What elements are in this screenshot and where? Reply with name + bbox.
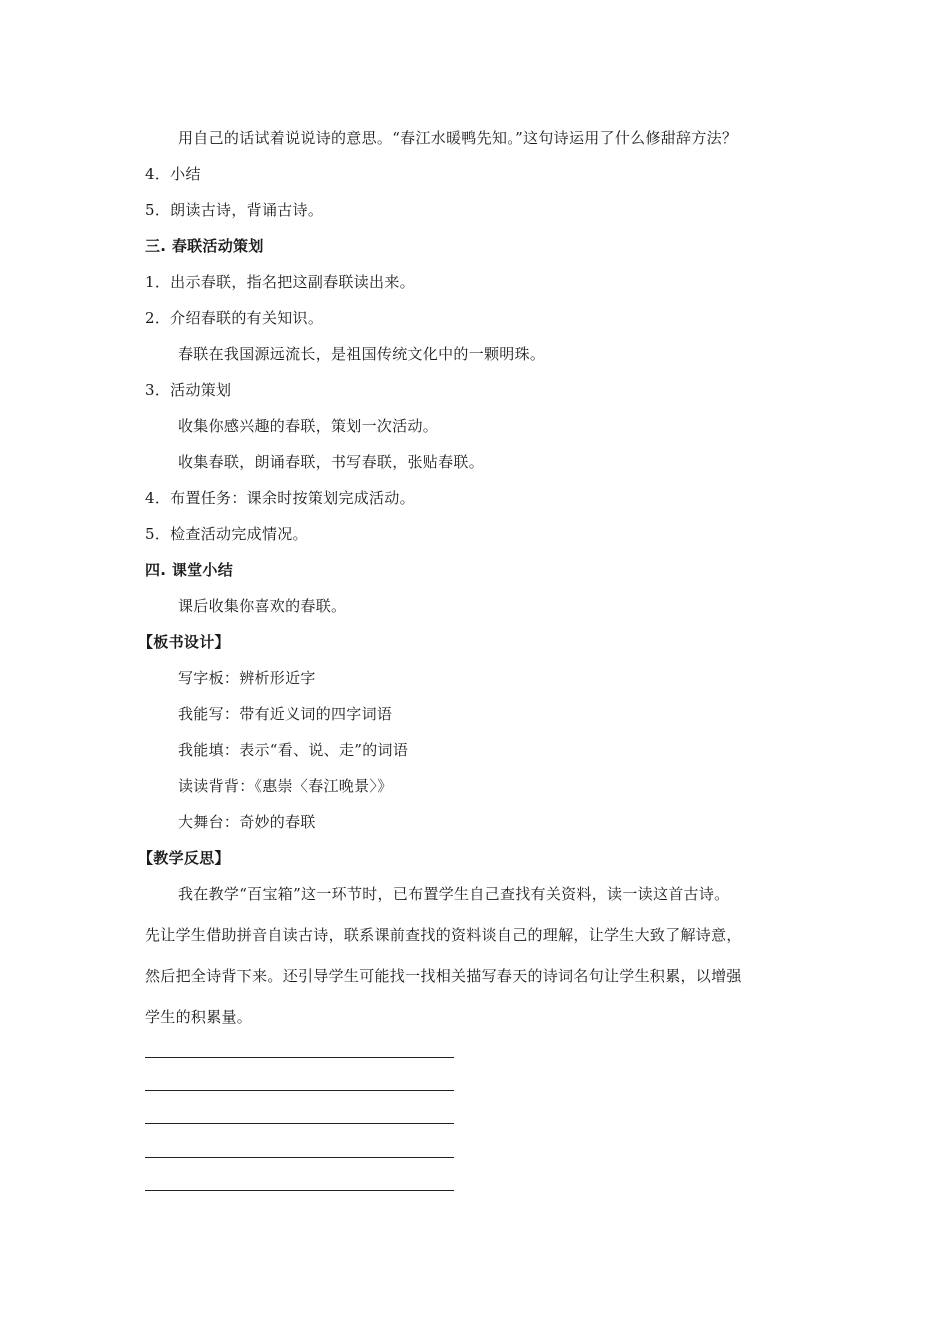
paragraph-couplet-history: 春联在我国源远流长，是祖国传统文化中的一颗明珠。 (178, 345, 546, 363)
item-activity-plan: 3．活动策划 (145, 381, 232, 399)
board-item-writing: 写字板：辨析形近字 (178, 669, 316, 687)
blank-rule-5 (145, 1190, 454, 1191)
item-recite-poem: 5．朗读古诗，背诵古诗。 (145, 201, 324, 219)
item-check-activity: 5．检查活动完成情况。 (145, 525, 308, 543)
reflection-line-4: 学生的积累量。 (145, 1008, 253, 1026)
reflection-line-3: 然后把全诗背下来。还引导学生可能找一找相关描写春天的诗词名句让学生积累，以增强 (145, 967, 742, 985)
board-item-fill: 我能填：表示“看、说、走”的词语 (178, 741, 409, 759)
item-assign-task: 4．布置任务：课余时按策划完成活动。 (145, 489, 415, 507)
section-heading-reflection: 【教学反思】 (138, 849, 230, 867)
blank-rule-2 (145, 1090, 454, 1091)
board-item-stage: 大舞台：奇妙的春联 (178, 813, 316, 831)
paragraph-collect-couplets: 收集你感兴趣的春联，策划一次活动。 (178, 417, 439, 435)
blank-rule-1 (145, 1057, 454, 1058)
item-show-couplet: 1．出示春联，指名把这副春联读出来。 (145, 273, 415, 291)
section-heading-class-summary: 四. 课堂小结 (145, 561, 234, 579)
paragraph-after-class: 课后收集你喜欢的春联。 (178, 597, 347, 615)
paragraph-poem-meaning: 用自己的话试着说说诗的意思。“春江水暖鸭先知。”这句诗运用了什么修甜辞方法？ (178, 129, 738, 147)
board-item-synonyms: 我能写：带有近义词的四字词语 (178, 705, 393, 723)
section-heading-couplet-activity: 三. 春联活动策划 (145, 237, 264, 255)
section-heading-board-design: 【板书设计】 (138, 633, 230, 651)
blank-rule-3 (145, 1123, 454, 1124)
board-item-recite: 读读背背：《惠崇〈春江晚景〉》 (178, 777, 393, 795)
item-couplet-knowledge: 2．介绍春联的有关知识。 (145, 309, 324, 327)
paragraph-couplet-tasks: 收集春联，朗诵春联，书写春联，张贴春联。 (178, 453, 485, 471)
item-summary: 4．小结 (145, 165, 201, 183)
reflection-line-1: 我在教学“百宝箱”这一环节时，已布置学生自己查找有关资料，读一读这首古诗。 (178, 885, 730, 903)
blank-rule-4 (145, 1157, 454, 1158)
reflection-line-2: 先让学生借助拼音自读古诗，联系课前查找的资料谈自己的理解，让学生大致了解诗意， (145, 926, 742, 944)
